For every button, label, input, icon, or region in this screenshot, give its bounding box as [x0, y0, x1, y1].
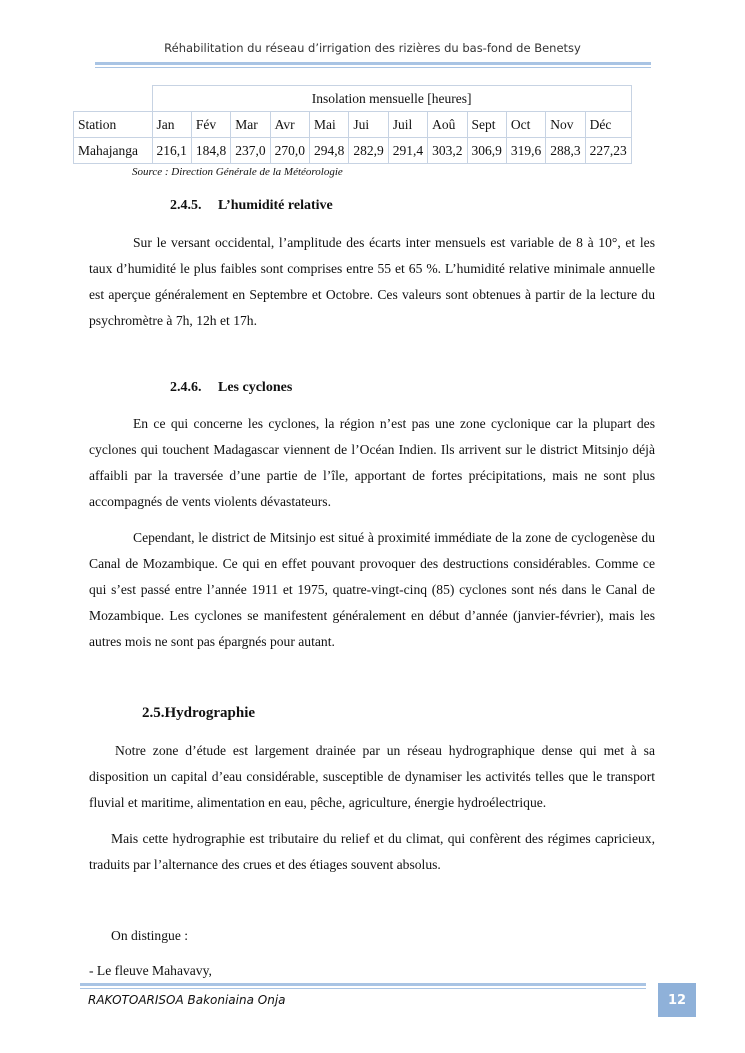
table-cell: 319,6 — [506, 138, 545, 164]
table-group-header: Insolation mensuelle [heures] — [152, 86, 631, 112]
table-header-month: Juil — [388, 112, 427, 138]
table-source: Source : Direction Générale de la Météorologie — [132, 166, 343, 178]
section-number: 2.5. — [142, 705, 165, 721]
table-header-month: Oct — [506, 112, 545, 138]
table-cell: 184,8 — [191, 138, 230, 164]
table-header-month: Mai — [310, 112, 349, 138]
footer-author: RAKOTOARISOA Bakoniaina Onja — [88, 993, 286, 1007]
header-rule-thin — [95, 67, 651, 68]
table-header-month: Jui — [349, 112, 388, 138]
list-item: - Le fleuve Mahavavy, — [89, 963, 212, 978]
table-header-station: Station — [74, 112, 153, 138]
table-cell: 270,0 — [270, 138, 309, 164]
table-cell-station: Mahajanga — [74, 138, 153, 164]
table-cell: 216,1 — [152, 138, 191, 164]
table-cell: 227,23 — [585, 138, 631, 164]
insolation-table — [73, 85, 632, 164]
table-header-month: Mar — [231, 112, 270, 138]
footer-rule — [80, 983, 646, 986]
table-group-header-row — [74, 86, 632, 112]
table-cell: 291,4 — [388, 138, 427, 164]
table-cell: 288,3 — [546, 138, 585, 164]
table-header-month: Avr — [270, 112, 309, 138]
table-header-month: Fév — [191, 112, 230, 138]
footer-rule-thin — [80, 988, 646, 989]
table-row — [74, 138, 632, 164]
paragraph-hydro-2: Mais cette hydrographie est tributaire du relief et du climat, qui confèrent des régimes capricieux, traduits par l’alternance des crues et des étiages souvent absolus. — [89, 831, 655, 872]
table-corner-cell — [74, 86, 153, 112]
table-cell: 282,9 — [349, 138, 388, 164]
section-number: 2.4.6. — [170, 380, 202, 395]
paragraph-humidity: Sur le versant occidental, l’amplitude des écarts inter mensuels est variable de 8 à 10°, et les taux d’humidité le plus faibles sont comprises entre 55 et 65 %. L’humidité relative minimale annuelle est aperçue généralement en Septembre et Octobre. Ces valeurs sont obtenues à partir de la lecture du psychromètre à 7h, 12h et 17h. — [89, 235, 655, 328]
paragraph-hydro-1: Notre zone d’étude est largement drainée par un réseau hydrographique dense qui met à sa disposition un capital d’eau considérable, susceptible de dynamiser les activités telles que le transport fluvial et maritime, alimentation en eau, pêche, agriculture, énergie hydroélectrique. — [89, 743, 655, 810]
table-header-month: Aoû — [428, 112, 467, 138]
paragraph-cyclones-1: En ce qui concerne les cyclones, la région n’est pas une zone cyclonique car la plupart des cyclones qui touchent Madagascar viennent de l’Océan Indien. Ils arrivent sur le district Mitsinjo déjà affaibli par la traversée d’une partie de l’île, apportant de fortes précipitations, mais ne sont plus accompagnés de vents violents dévastateurs. — [89, 416, 655, 509]
section-heading-2-5 — [142, 705, 255, 722]
section-title: Hydrographie — [164, 705, 256, 721]
table-header-month: Déc — [585, 112, 631, 138]
section-title: L’humidité relative — [218, 198, 333, 213]
table-cell: 237,0 — [231, 138, 270, 164]
table-header-month: Nov — [546, 112, 585, 138]
paragraph-cyclones-2: Cependant, le district de Mitsinjo est situé à proximité immédiate de la zone de cyclogenèse du Canal de Mozambique. Ce qui en effet pouvant provoquer des destructions considérables. Comme ce qui s’est passé entre l’année 1911 et 1975, quatre-vingt-cinq (85) cyclones sont nés dans le Canal de Mozambique. Les cyclones se manifestent généralement en début d’année (janvier-février), mais les autres mois ne sont pas épargnés pour autant. — [89, 530, 655, 649]
paragraph-distinguish: On distingue : — [111, 928, 189, 943]
page-number: 12 — [658, 983, 696, 1017]
table-cell: 306,9 — [467, 138, 506, 164]
table-cell: 303,2 — [428, 138, 467, 164]
section-number: 2.4.5. — [170, 198, 202, 213]
section-title: Les cyclones — [218, 380, 293, 395]
table-header-month: Sept — [467, 112, 506, 138]
header-rule — [95, 62, 651, 65]
section-heading-2-4-6 — [170, 380, 292, 396]
table-header-row — [74, 112, 632, 138]
running-header: Réhabilitation du réseau d’irrigation des rizières du bas-fond de Benetsy — [164, 41, 581, 55]
table-cell: 294,8 — [310, 138, 349, 164]
table-header-month: Jan — [152, 112, 191, 138]
section-heading-2-4-5 — [170, 198, 333, 214]
